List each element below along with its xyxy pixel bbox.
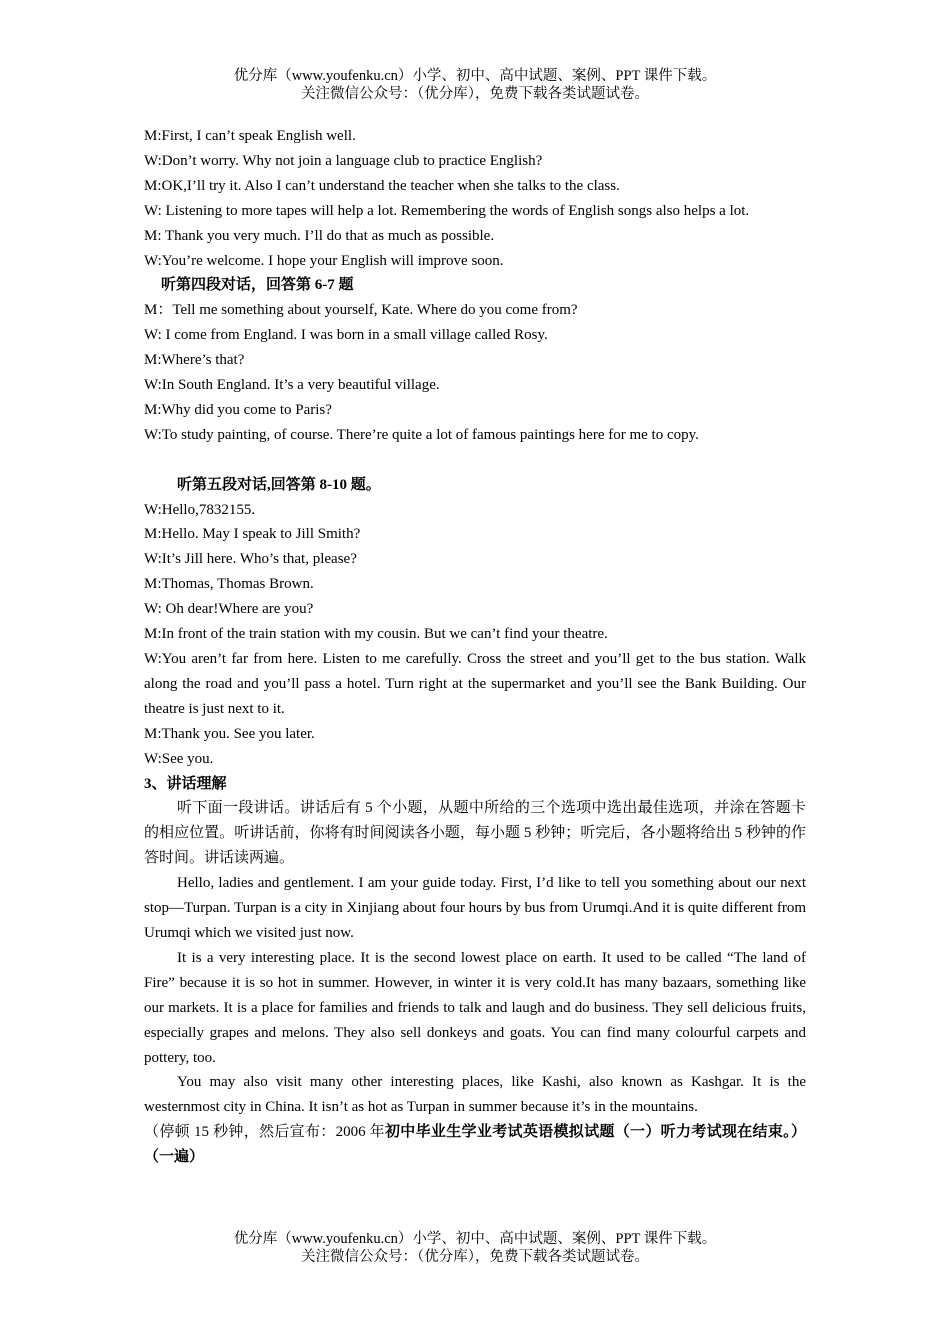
dialog-line: W:You’re welcome. I hope your English will improve soon. (144, 252, 504, 269)
dialog-line: W:To study painting, of course. There’re quite a lot of famous paintings here for me to copy. (144, 426, 699, 443)
passage-paragraph: It is a very interesting place. It is the second lowest place on earth. It used to be called “The land of Fire” because it is so hot in summer. However, in winter it is very cold.It has many bazaars, something like our markets. It is a place for families and friends to talk and laugh and do business. They sell delicious fruits, especially grapes and melons. They also sell donkeys and goats. You can find many colourful carpets and pottery, too. (144, 949, 806, 1066)
dialog-line: M: Thank you very much. I’ll do that as much as possible. (144, 227, 495, 244)
blank-line (144, 448, 806, 473)
dialog-line: M：Tell me something about yourself, Kate. Where do you come from? (144, 302, 578, 319)
section-4-title: 听第四段对话，回答第 6-7 题 (161, 277, 354, 294)
dialog-line: W:Hello,7832155. (144, 501, 256, 518)
dialog-line: W: Listening to more tapes will help a lot. Remembering the words of English songs also helps a lot. (144, 202, 750, 219)
closing-plain-text: （停顿 15 秒钟，然后宣布：2006 年 (144, 1124, 385, 1141)
dialog-line: W:In South England. It’s a very beautiful village. (144, 377, 440, 394)
dialog-line: M:Where’s that? (144, 352, 245, 369)
dialog-line: M:Hello. May I speak to Jill Smith? (144, 526, 361, 543)
passage-paragraph: Hello, ladies and gentlement. I am your guide today. First, I’d like to tell you something about our next stop—Turpan. Turpan is a city in Xinjiang about four hours by bus from Urumqi.And it is quite different from Urumqi which we visited just now. (144, 875, 806, 941)
dialog-line: W:It’s Jill here. Who’s that, please? (144, 551, 357, 568)
dialog-line: M:OK,I’ll try it. Also I can’t understand the teacher when she talks to the class. (144, 177, 620, 194)
footer-line-2: 关注微信公众号：（优分库），免费下载各类试题试卷。 (301, 1249, 649, 1265)
dialog-line: W:Don’t worry. Why not join a language club to practice English? (144, 152, 543, 169)
dialog-line: M:First, I can’t speak English well. (144, 128, 356, 144)
closing-bold-text: 初中毕业生学业考试英语模拟试题（一）听力考试现在结束。）（一遍） (144, 1124, 806, 1166)
dialog-line: M:In front of the train station with my cousin. But we can’t find your theatre. (144, 626, 608, 643)
part-3-instructions: 听下面一段讲话。讲话后有 5 个小题，从题中所给的三个选项中选出最佳选项，并涂在答题卡的相应位置。听讲话前，你将有时间阅读各小题，每小题 5 秒钟；听完后，各小题将给出 5 秒钟的作答时间。讲话读两遍。 (144, 800, 806, 867)
dialog-line: M:Thank you. See you later. (144, 725, 315, 742)
passage-paragraph: You may also visit many other interesting places, like Kashi, also known as Kashgar. It is the westernmost city in China. It isn’t as hot as Turpan in summer because it’s in the mountains. (144, 1074, 806, 1116)
dialog-line: M:Why did you come to Paris? (144, 401, 332, 418)
dialog-line: W:See you. (144, 750, 214, 767)
document-body (144, 124, 806, 1170)
header-line-2: 关注微信公众号：（优分库），免费下载各类试题试卷。 (301, 86, 649, 102)
dialog-line: M:Thomas, Thomas Brown. (144, 576, 314, 593)
footer-line-1: 优分库（www.youfenku.cn）小学、初中、高中试题、案例、PPT 课件下载。 (233, 1231, 717, 1247)
dialog-line: W:You aren’t far from here. Listen to me carefully. Cross the street and you’ll get to the bus station. Walk along the road and you’ll pass a hotel. Turn right at the supermarket and you’ll see the Bank Building. Our theatre is just next to it. (144, 651, 806, 717)
part-3-title: 3、讲话理解 (144, 775, 227, 792)
dialog-line: W: Oh dear!Where are you? (144, 601, 314, 618)
header-line-1: 优分库（www.youfenku.cn）小学、初中、高中试题、案例、PPT 课件下载。 (233, 68, 717, 84)
page-footer (0, 1230, 950, 1266)
section-5-title: 听第五段对话,回答第 8-10 题。 (177, 476, 381, 493)
dialog-line: W: I come from England. I was born in a small village called Rosy. (144, 327, 548, 344)
closing-announcement (144, 1120, 806, 1170)
page-header (0, 67, 950, 103)
